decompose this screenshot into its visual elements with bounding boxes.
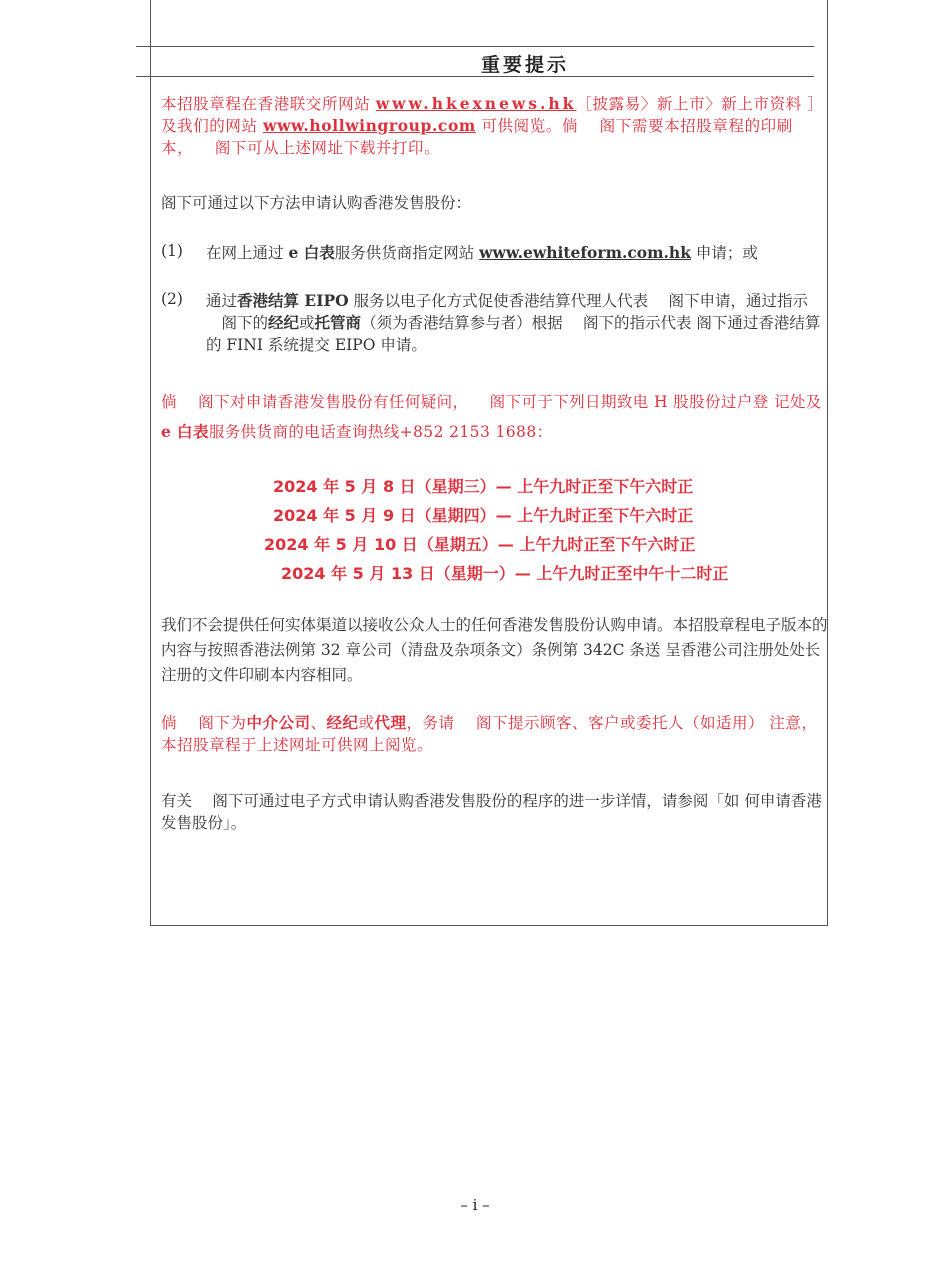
hkexnews-link[interactable]: www.hkexnews.hk xyxy=(375,94,577,113)
item-1-number: (1) xyxy=(161,242,183,260)
page-number: – i – xyxy=(460,1196,490,1214)
item-2-number: (2) xyxy=(161,290,183,308)
company-website-link[interactable]: www.hollwingroup.com xyxy=(263,116,476,135)
intermediary-notice: 倘 阁下为中介公司、经纪或代理，务请 阁下提示顾客、客户或委托人（如适用） 注意，本招股章程于上述网址可供网上阅览。 xyxy=(161,713,818,754)
item-2-text: 通过香港结算 EIPO 服务以电子化方式促使香港结算代理人代表 阁下申请，通过指示 阁下的经纪或托管商（须为香港结算参与者）根据 阁下的指示代表 阁下通过香港结算的 FINI 系统提交 EIPO 申请。 xyxy=(206,291,821,354)
hotline-date-1: 2024 年 5 月 8 日（星期三）— 上午九时正至下午六时正 xyxy=(273,477,694,496)
further-details-paragraph: 有关 阁下可通过电子方式申请认购香港发售股份的程序的进一步详情，请参阅「如 何申请香港发售股份」。 xyxy=(161,792,822,832)
application-methods-intro: 阁下可通过以下方法申请认购香港发售股份： xyxy=(161,194,472,212)
availability-paragraph: 本招股章程在香港联交所网站 www.hkexnews.hk［披露易〉新上市〉新上市资料 ］ 及我们的网站 www.hollwingroup.com 可供阅览。倘 阁下需要本招股章程的印刷 本， 阁下可从上述网址下载并打印。 xyxy=(161,94,824,157)
hotline-date-3: 2024 年 5 月 10 日（星期五）— 上午九时正至下午六时正 xyxy=(264,535,696,554)
enquiry-paragraph: 倘 阁下对申请香港发售股份有任何疑问， 阁下可于下列日期致电 H 股股份过户登 记处及 e 白表服务供货商的电话查询热线+852 2153 1688： xyxy=(161,393,822,441)
hotline-date-2: 2024 年 5 月 9 日（星期四）— 上午九时正至下午六时正 xyxy=(273,506,694,525)
header-rule-top xyxy=(136,46,814,47)
no-physical-channel-paragraph: 我们不会提供任何实体渠道以接收公众人士的任何香港发售股份认购申请。本招股章程电子版本的内容与按照香港法例第 32 章公司（清盘及杂项条文）条例第 342C 条送 呈香港公司注册处处长注册的文件印刷本内容相同。 xyxy=(161,616,828,684)
item-1-text: 在网上通过 e 白表服务供货商指定网站 www.ewhiteform.com.hk 申请；或 xyxy=(206,243,758,262)
page-title: 重要提示 xyxy=(480,54,569,76)
hotline-date-4: 2024 年 5 月 13 日（星期一）— 上午九时正至中午十二时正 xyxy=(281,564,729,583)
ewhiteform-link[interactable]: www.ewhiteform.com.hk xyxy=(479,243,691,262)
